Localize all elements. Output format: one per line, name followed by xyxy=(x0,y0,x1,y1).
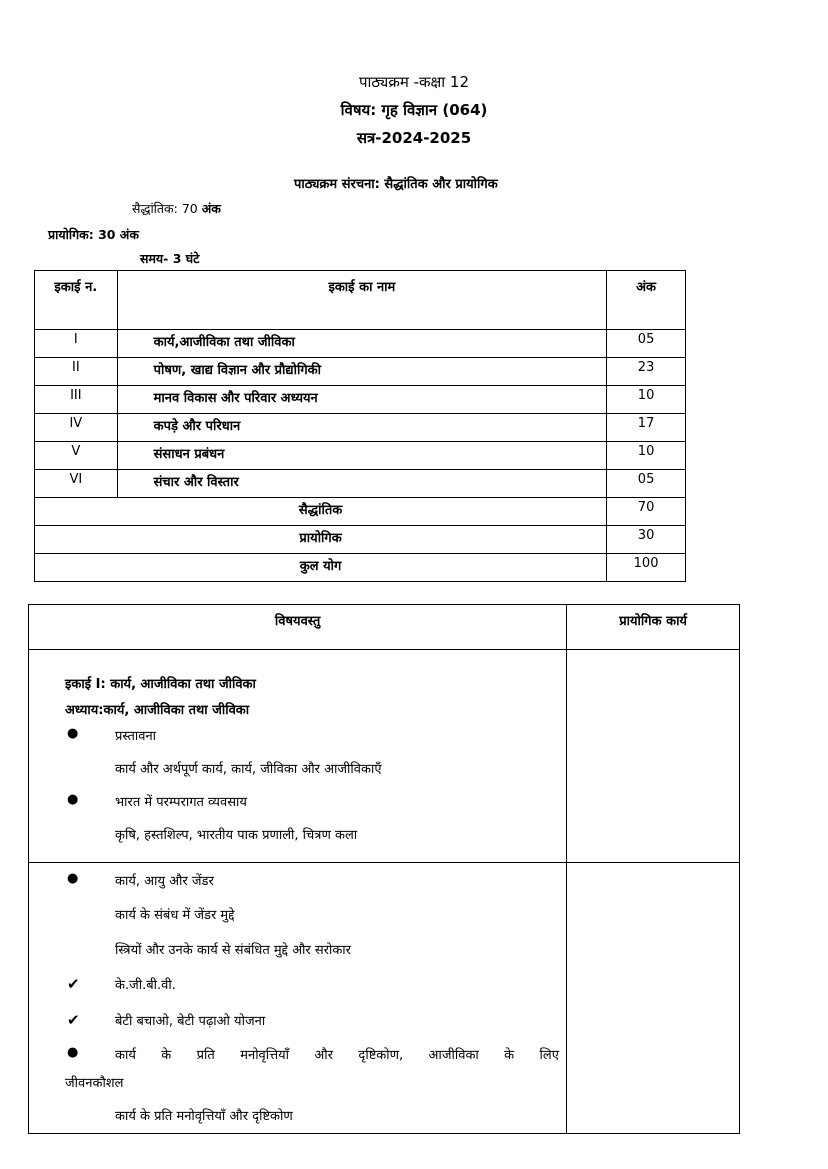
table-row xyxy=(35,414,686,442)
total-label: कुल योग xyxy=(35,554,607,582)
unit-name: संसाधन प्रबंधन xyxy=(117,442,607,470)
header-unit-name: इकाई का नाम xyxy=(117,271,607,330)
practical-marks-line: प्रायोगिक: 30 अंक xyxy=(48,227,139,242)
unit-name: पोषण, खाद्य विज्ञान और प्रौद्योगिकी xyxy=(117,358,607,386)
unit-no: V xyxy=(35,442,118,470)
total-label: प्रायोगिक xyxy=(35,526,607,554)
check-icon: ✔ xyxy=(67,975,80,993)
practical-cell xyxy=(567,863,740,1134)
bullet-icon: ● xyxy=(67,1045,79,1060)
total-marks: 100 xyxy=(607,554,686,582)
doc-title-line3: सत्र-2024-2025 xyxy=(356,129,472,147)
check-icon: ✔ xyxy=(67,1011,80,1029)
total-row-theory xyxy=(35,498,686,526)
content-row-1 xyxy=(29,650,740,863)
table-row xyxy=(35,358,686,386)
content-table xyxy=(28,604,740,1134)
unit-name: संचार और विस्तार xyxy=(117,470,607,498)
content-table-header xyxy=(29,605,740,650)
table-row xyxy=(35,442,686,470)
list-item: कार्य और अर्थपूर्ण कार्य, कार्य, जीविका और आजीविकाएँ xyxy=(115,762,382,777)
structure-heading: पाठ्यक्रम संरचना: सैद्धांतिक और प्रायोगिक xyxy=(294,177,498,192)
unit-marks: 10 xyxy=(607,386,686,414)
bullet-icon: ● xyxy=(67,726,79,741)
total-row-grand xyxy=(35,554,686,582)
unit-name: मानव विकास और परिवार अध्ययन xyxy=(117,386,607,414)
unit-marks: 10 xyxy=(607,442,686,470)
doc-title-line2: विषय: गृह विज्ञान (064) xyxy=(340,101,488,119)
marks-table-header xyxy=(35,271,686,330)
word: के xyxy=(504,1048,515,1063)
unit-no: I xyxy=(35,330,118,358)
word: मनोवृत्तियाँ xyxy=(240,1048,290,1063)
header-content: विषयवस्तु xyxy=(29,605,567,650)
table-row xyxy=(35,330,686,358)
list-item: के.जी.बी.वी. xyxy=(115,978,176,993)
list-item-continuation: जीवनकौशल xyxy=(65,1076,124,1091)
header-unit-no: इकाई न. xyxy=(35,271,118,330)
content-cell xyxy=(29,650,567,863)
unit-no: IV xyxy=(35,414,118,442)
word: दृष्टिकोण, xyxy=(358,1048,404,1063)
unit-title: इकाई I: कार्य, आजीविका तथा जीविका xyxy=(65,677,256,692)
unit-marks: 23 xyxy=(607,358,686,386)
word: आजीविका xyxy=(428,1048,479,1063)
unit-no: VI xyxy=(35,470,118,498)
chapter-title: अध्याय:कार्य, आजीविका तथा जीविका xyxy=(65,703,250,718)
word: कार्य xyxy=(115,1048,136,1063)
theory-marks-unit: अंक xyxy=(201,201,221,216)
list-item: बेटी बचाओ, बेटी पढ़ाओ योजना xyxy=(115,1014,266,1029)
total-row-practical xyxy=(35,526,686,554)
unit-marks: 17 xyxy=(607,414,686,442)
total-marks: 30 xyxy=(607,526,686,554)
unit-name: कार्य,आजीविका तथा जीविका xyxy=(117,330,607,358)
content-cell xyxy=(29,863,567,1134)
table-row xyxy=(35,386,686,414)
table-row xyxy=(35,470,686,498)
header-marks: अंक xyxy=(607,271,686,330)
header-practical-work: प्रायोगिक कार्य xyxy=(567,605,740,650)
list-item: भारत में परम्परागत व्यवसाय xyxy=(115,795,247,810)
list-item: प्रस्तावना xyxy=(115,729,157,744)
list-item-justified xyxy=(115,1045,559,1063)
list-item: कार्य के संबंध में जेंडर मुद्दे xyxy=(115,908,235,923)
unit-name: कपड़े और परिधान xyxy=(117,414,607,442)
unit-marks: 05 xyxy=(607,330,686,358)
total-marks: 70 xyxy=(607,498,686,526)
word: के xyxy=(161,1048,172,1063)
practical-cell xyxy=(567,650,740,863)
list-item: कार्य के प्रति मनोवृत्तियाँ और दृष्टिकोण xyxy=(115,1109,293,1124)
bullet-icon: ● xyxy=(67,871,79,886)
theory-marks-label: सैद्धांतिक: 70 xyxy=(132,201,198,216)
list-item: कार्य, आयु और जेंडर xyxy=(115,874,214,889)
marks-table xyxy=(34,270,686,582)
word: प्रति xyxy=(196,1048,215,1063)
list-item: स्त्रियों और उनके कार्य से संबंधित मुद्दे और सरोकार xyxy=(115,943,351,958)
total-label: सैद्धांतिक xyxy=(35,498,607,526)
unit-no: II xyxy=(35,358,118,386)
word: और xyxy=(314,1048,334,1063)
content-row-2 xyxy=(29,863,740,1134)
word: लिए xyxy=(539,1048,559,1063)
bullet-icon: ● xyxy=(67,792,79,807)
doc-title-line1: पाठ्यक्रम -कक्षा 12 xyxy=(358,73,470,91)
list-item: कृषि, हस्तशिल्प, भारतीय पाक प्रणाली, चित्रण कला xyxy=(115,828,358,843)
unit-marks: 05 xyxy=(607,470,686,498)
duration-line: समय- 3 घंटे xyxy=(140,251,200,266)
theory-marks-line xyxy=(132,200,221,217)
unit-no: III xyxy=(35,386,118,414)
